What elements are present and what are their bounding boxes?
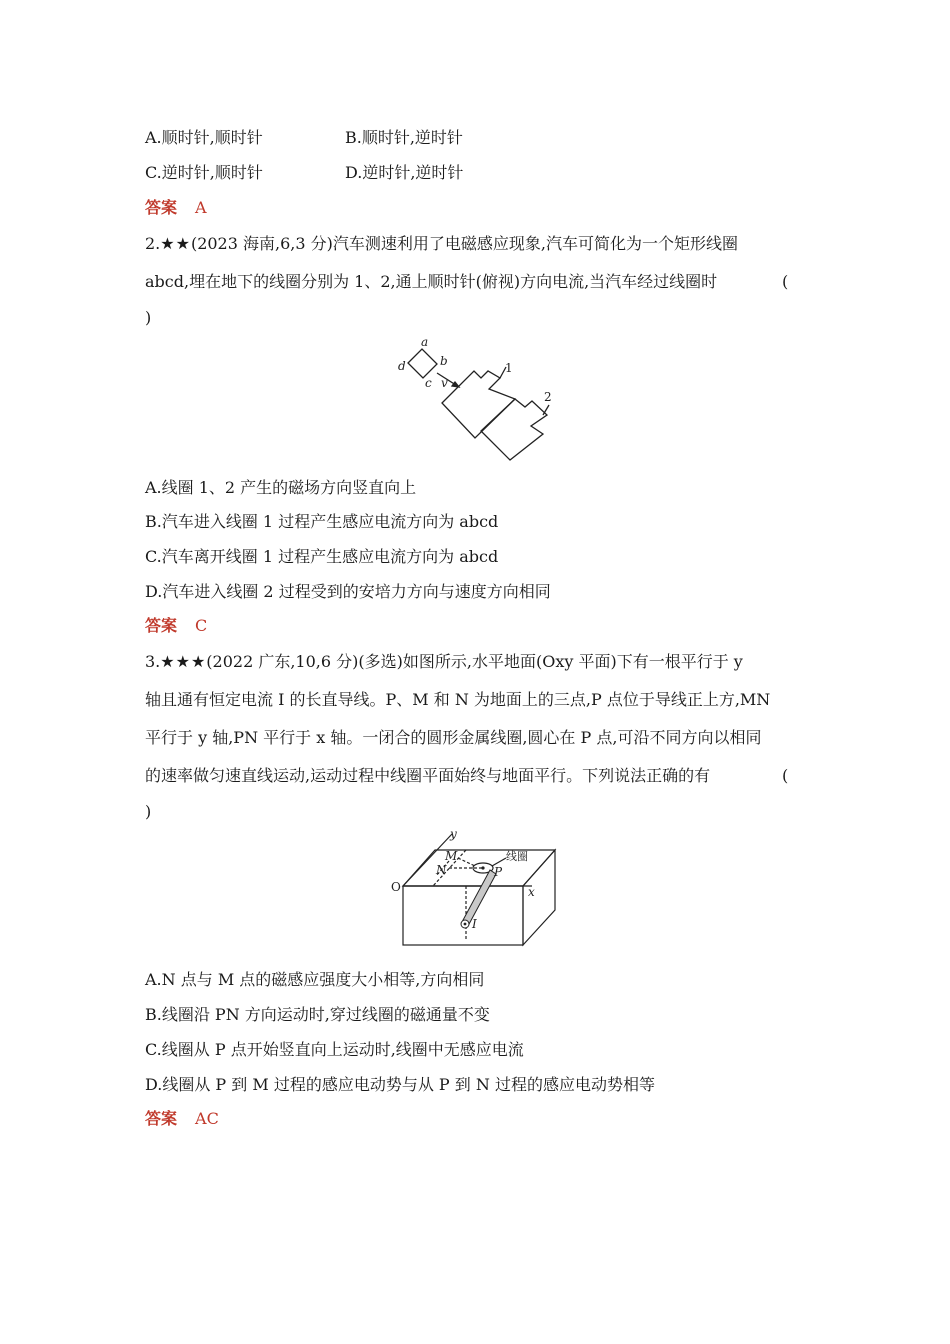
q2-option-d: D.汽车进入线圈 2 过程受到的安培力方向与速度方向相同 <box>145 582 551 601</box>
current-wire <box>462 870 496 926</box>
label-origin: O <box>391 880 401 894</box>
label-v: v <box>441 376 448 390</box>
label-n: N <box>436 863 447 877</box>
label-current: I <box>472 917 477 931</box>
q2-text: (2023 海南,6,3 分)汽车测速利用了电磁感应现象,汽车可简化为一个矩形线圈 <box>190 234 738 253</box>
q3-answer-bracket-close: ) <box>145 802 152 821</box>
coil-2 <box>481 399 547 460</box>
q2-option-a: A.线圈 1、2 产生的磁场方向竖直向上 <box>145 478 417 497</box>
label-c: c <box>425 376 432 390</box>
answer-label: 答案 <box>145 1109 178 1128</box>
q1-option-c: C.逆时针,顺时针 <box>145 163 263 182</box>
q2-answer-bracket-open: ( <box>782 272 789 291</box>
q1-option-d: D.逆时针,逆时针 <box>345 163 464 182</box>
box-front-face <box>403 886 523 945</box>
q2-option-c: C.汽车离开线圈 1 过程产生感应电流方向为 abcd <box>145 547 499 566</box>
q3-stem-line1 <box>145 652 743 672</box>
question-number: 3. <box>145 652 161 671</box>
coil-1 <box>442 371 515 438</box>
question-number: 2. <box>145 234 161 253</box>
answer-value: AC <box>195 1109 219 1128</box>
label-b: b <box>440 354 448 368</box>
q2-answer-bracket-close: ) <box>145 308 152 327</box>
label-p: P <box>494 865 503 879</box>
q3-answer-bracket-open: ( <box>782 766 789 785</box>
q3-option-d: D.线圈从 P 到 M 过程的感应电动势与从 P 到 N 过程的感应电动势相等 <box>145 1075 655 1094</box>
label-coil: 线圈 <box>506 850 528 863</box>
label-m: M <box>445 849 458 863</box>
q2-stem-line1 <box>145 234 738 254</box>
q1-answer <box>145 198 207 218</box>
q2-figure-coils <box>395 335 565 465</box>
label-coil-2: 2 <box>544 390 552 404</box>
q3-option-c: C.线圈从 P 点开始竖直向上运动时,线圈中无感应电流 <box>145 1040 524 1059</box>
q3-option-a: A.N 点与 M 点的磁感应强度大小相等,方向相同 <box>145 970 485 989</box>
label-y: y <box>450 830 457 841</box>
difficulty-stars: ★★ <box>160 234 191 253</box>
answer-label: 答案 <box>145 616 178 635</box>
q3-figure-box <box>388 830 568 948</box>
q2-answer <box>145 616 207 636</box>
current-dot <box>464 923 467 926</box>
line-pm <box>458 858 475 866</box>
q1-option-a: A.顺时针,顺时针 <box>145 128 263 147</box>
q3-text: (2022 广东,10,6 分)(多选)如图所示,水平地面(Oxy 平面)下有一根平行于 y <box>206 652 743 671</box>
q1-option-b: B.顺时针,逆时针 <box>345 128 463 147</box>
difficulty-stars: ★★★ <box>160 652 207 671</box>
q3-option-b: B.线圈沿 PN 方向运动时,穿过线圈的磁通量不变 <box>145 1005 490 1024</box>
q2-stem-line2: abcd,埋在地下的线圈分别为 1、2,通上顺时针(俯视)方向电流,当汽车经过线圈时 <box>145 272 718 291</box>
point-p <box>481 866 484 869</box>
q3-stem-line3: 平行于 y 轴,PN 平行于 x 轴。一闭合的圆形金属线圈,圆心在 P 点,可沿不同方向以相同 <box>145 728 762 747</box>
label-x: x <box>528 885 535 899</box>
q3-answer <box>145 1109 219 1129</box>
q3-stem-line2: 轴且通有恒定电流 I 的长直导线。P、M 和 N 为地面上的三点,P 点位于导线正上方,MN <box>145 690 771 709</box>
label-a: a <box>421 335 429 349</box>
q2-option-b: B.汽车进入线圈 1 过程产生感应电流方向为 abcd <box>145 512 499 531</box>
answer-value: C <box>195 616 208 635</box>
answer-label: 答案 <box>145 198 178 217</box>
car-loop-abcd <box>408 349 437 378</box>
q3-stem-line4: 的速率做匀速直线运动,运动过程中线圈平面始终与地面平行。下列说法正确的有 <box>145 766 711 785</box>
label-coil-1: 1 <box>505 361 513 375</box>
answer-value: A <box>195 198 207 217</box>
label-d: d <box>398 359 406 373</box>
